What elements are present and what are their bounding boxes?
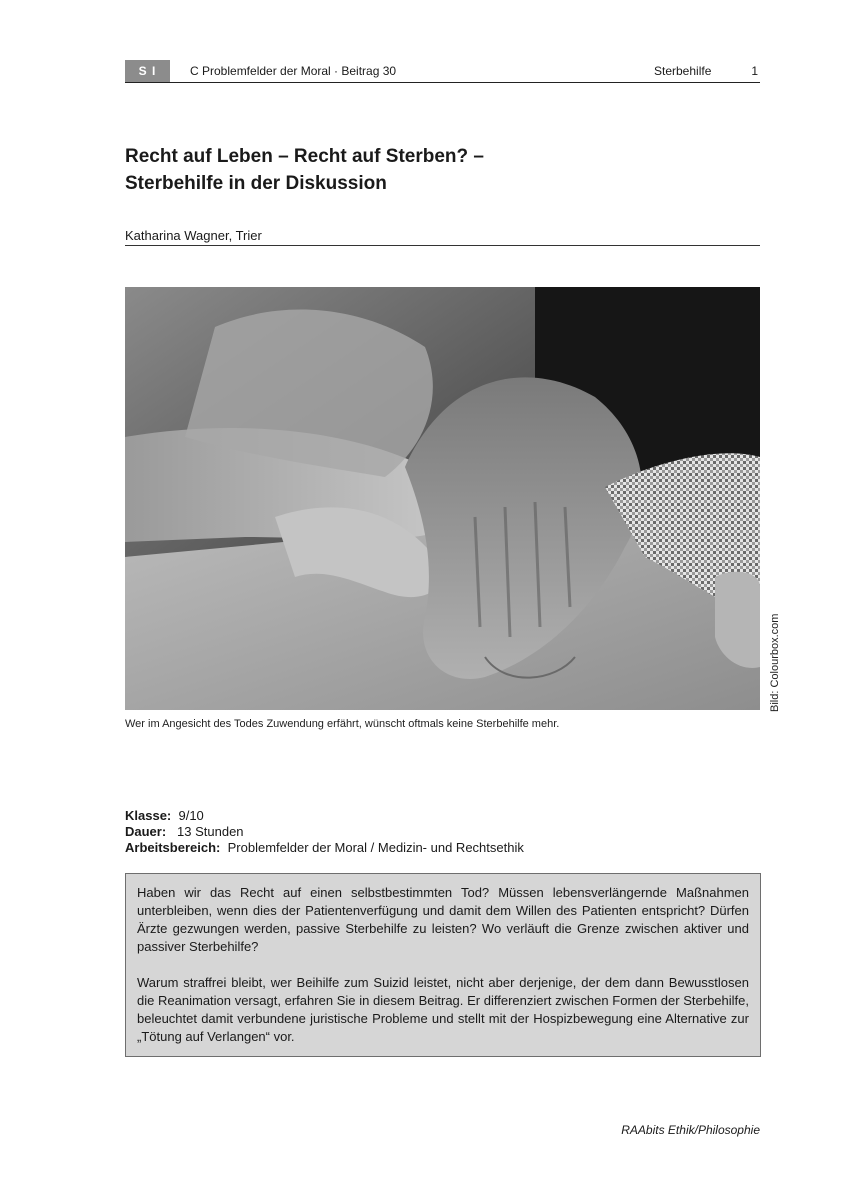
- page-header: [125, 60, 760, 83]
- photo-holding-hands: [125, 287, 760, 710]
- meta-dauer: [125, 824, 524, 840]
- topic-label: Sterbehilfe: [654, 64, 712, 78]
- dauer-value: 13 Stunden: [177, 824, 244, 839]
- dauer-label: Dauer:: [125, 824, 167, 839]
- abstract-box: [125, 873, 761, 1057]
- klasse-label: Klasse:: [125, 808, 172, 823]
- bereich-label: Arbeitsbereich:: [125, 840, 221, 855]
- document-title: [125, 143, 760, 197]
- page-number: 1: [751, 64, 758, 78]
- klasse-value: 9/10: [178, 808, 204, 823]
- meta-klasse: [125, 808, 524, 824]
- image-credit: Bild: Colourbox.com: [769, 613, 781, 712]
- bereich-value: Problemfelder der Moral / Medizin- und Rechtsethik: [227, 840, 524, 855]
- image-caption: Wer im Angesicht des Todes Zuwendung erfährt, wünscht oftmals keine Sterbehilfe mehr.: [125, 718, 560, 730]
- meta-arbeitsbereich: [125, 840, 524, 856]
- abstract-paragraph-2: Warum straffrei bleibt, wer Beihilfe zum Suizid leistet, nicht aber derjenige, der dem dann Bewusstlosen die Reanimation versagt, erfahren Sie in diesem Beitrag. Er differenziert zwischen Formen der Sterbehilfe, beleuchtet damit verbundene juristische Probleme und stellt mit der Hospizbewegung eine Alternative zur „Tötung auf Verlangen“ vor.: [137, 975, 749, 1044]
- abstract-paragraph-1: Haben wir das Recht auf einen selbstbestimmten Tod? Müssen lebensverlängernde Maßnahmen unterbleiben, wenn dies der Patientenverfügung und damit dem Willen des Patienten entspricht? Dürfen Ärzte gezwungen werden, passive Sterbehilfe zu leisten? Wo verläuft die Grenze zwischen aktiver und passiver Sterbehilfe?: [137, 885, 749, 954]
- title-line-2: Sterbehilfe in der Diskussion: [125, 173, 387, 194]
- publication-footer: RAAbits Ethik/Philosophie: [621, 1123, 760, 1137]
- lesson-meta: [125, 808, 524, 856]
- level-tag: S I: [125, 60, 170, 82]
- section-title: C Problemfelder der Moral · Beitrag 30: [190, 64, 397, 78]
- author-line: Katharina Wagner, Trier: [125, 228, 760, 246]
- title-line-1: Recht auf Leben – Recht auf Sterben? –: [125, 146, 484, 167]
